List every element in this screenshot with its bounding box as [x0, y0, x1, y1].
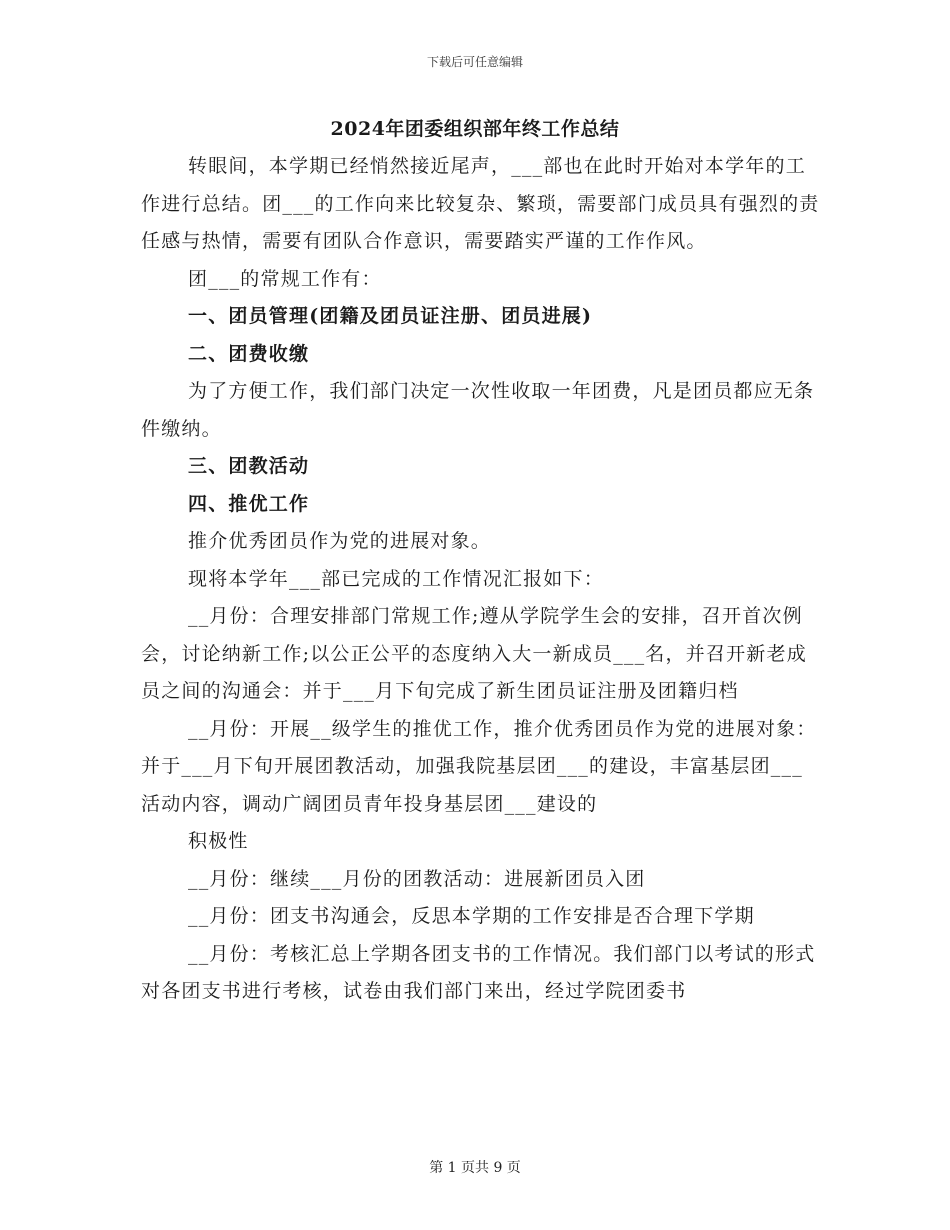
- section-heading-2: 二、团费收缴: [188, 342, 310, 365]
- document-title: 2024年团委组织部年终工作总结: [330, 118, 620, 140]
- month-entry-1: __月份：合理安排部门常规工作;遵从学院学生会的安排，召开首次例会，讨论纳新工作;以公正公平的态度纳入大一新成员___名，并召开新老成员之间的沟通会：并于___月下旬完成了新生团员证注册及团籍归档: [141, 605, 807, 702]
- section-heading-4: 四、推优工作: [188, 492, 310, 515]
- routine-work-intro: 团___的常规工作有：: [188, 267, 382, 290]
- page-number-footer: 第 1 页共 9 页: [429, 1160, 521, 1176]
- month-entry-2: __月份：开展__级学生的推优工作，推介优秀团员作为党的进展对象：并于___月下旬开展团教活动，加强我院基层团___的建设，丰富基层团___活动内容，调动广阔团员青年投身基层团___建设的: [141, 717, 817, 815]
- section-heading-3: 三、团教活动: [188, 455, 310, 477]
- month-entry-3: __月份：继续___月份的团教活动：进展新团员入团: [188, 867, 646, 890]
- fee-paragraph: 为了方便工作，我们部门决定一次性收取一年团费，凡是团员都应无条件缴纳。: [141, 380, 815, 440]
- report-intro-paragraph: 现将本学年___部已完成的工作情况汇报如下：: [188, 567, 604, 590]
- page-header-note: 下载后可任意编辑: [426, 55, 523, 69]
- intro-paragraph: 转眼间，本学期已经悄然接近尾声，___部也在此时开始对本学年的工作进行总结。团___的工作向来比较复杂、繁琐，需要部门成员具有强烈的责任感与热情，需要有团队合作意识，需要踏实严谨的工作作风。: [141, 155, 820, 252]
- month-entry-5: __月份：考核汇总上学期各团支书的工作情况。我们部门以考试的形式对各团支书进行考核，试卷由我们部门来出，经过学院团委书: [141, 942, 816, 1002]
- month-entry-4: __月份：团支书沟通会，反思本学期的工作安排是否合理下学期: [188, 905, 755, 927]
- document-body: [141, 148, 821, 1011]
- month-entry-2-continuation: 积极性: [188, 830, 249, 852]
- section-heading-1: 一、团员管理(团籍及团员证注册、团员进展): [188, 305, 593, 327]
- recommend-paragraph: 推介优秀团员作为党的进展对象。: [188, 530, 492, 552]
